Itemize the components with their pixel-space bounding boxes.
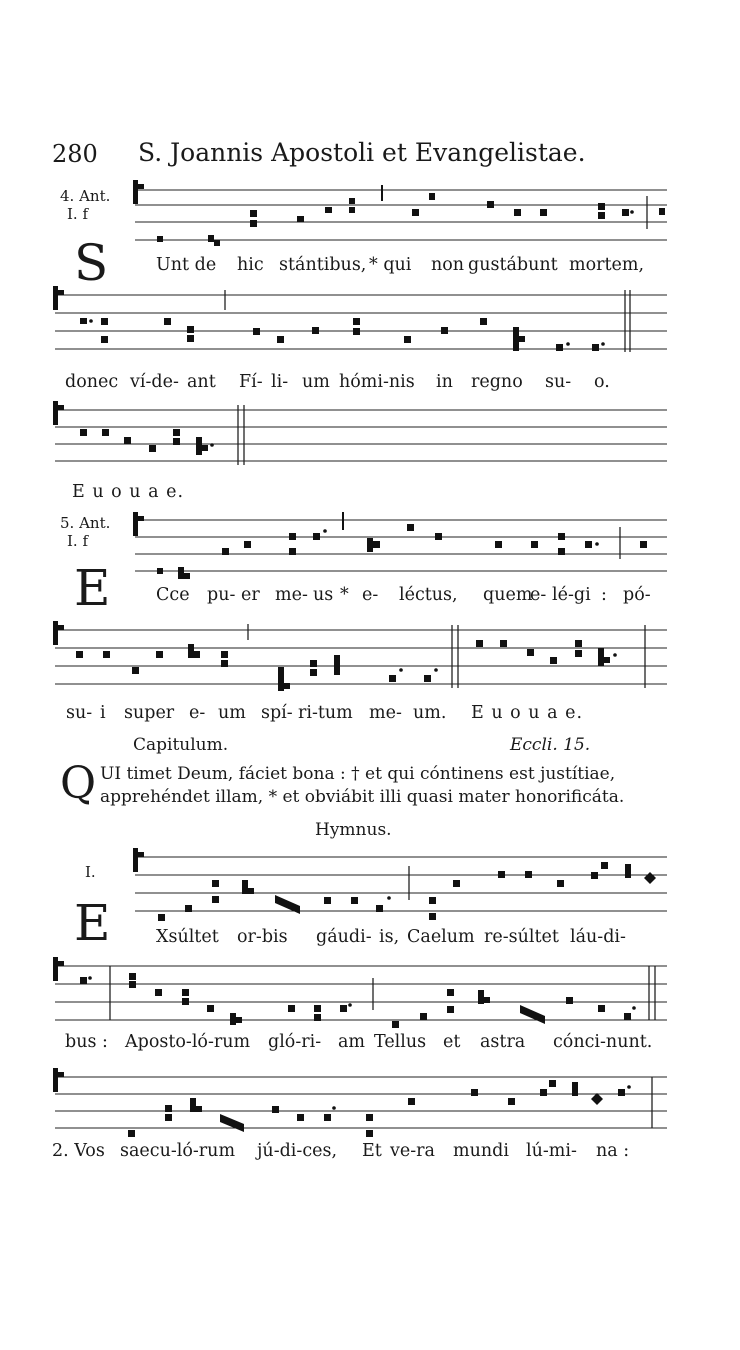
staff-lines bbox=[55, 966, 667, 1020]
lyric-syllable: re-súltet bbox=[484, 927, 559, 947]
neumes bbox=[133, 848, 656, 921]
antiphon-mode: I. f bbox=[67, 205, 89, 223]
lyric-syllable: super bbox=[124, 703, 175, 723]
lyric-syllable: spí- bbox=[261, 703, 293, 723]
capitulum-text-line: UI timet Deum, fáciet bona : † et qui cóntinens est justítiae, bbox=[100, 764, 616, 784]
lyric-syllable: me- bbox=[275, 585, 308, 605]
lyric-syllable: e- bbox=[189, 703, 206, 723]
lyric-syllable: Cce bbox=[156, 585, 190, 605]
initial-letter: Q bbox=[60, 758, 97, 809]
lyric-syllable: ri-tum bbox=[298, 703, 353, 723]
staff-lines bbox=[55, 295, 667, 349]
lyric-syllable: et bbox=[443, 1032, 461, 1052]
scripture-reference: Eccli. 15. bbox=[510, 735, 591, 755]
lyric-syllable: astra bbox=[480, 1032, 526, 1052]
lyric-syllable: Fí- bbox=[239, 372, 263, 392]
lyric-syllable: saecu-ló-rum bbox=[120, 1141, 236, 1161]
lyric-syllable: non bbox=[431, 255, 465, 275]
euouae-text: E u o u a e. bbox=[471, 703, 584, 723]
lyric-syllable: o. bbox=[594, 372, 610, 392]
page-number: 280 bbox=[52, 140, 98, 168]
staff-lines bbox=[135, 190, 667, 240]
lyric-syllable: stántibus, bbox=[279, 255, 367, 275]
lyric-syllable: um. bbox=[413, 703, 447, 723]
lyric-syllable: e- bbox=[530, 585, 547, 605]
lyric-syllable: in bbox=[436, 372, 453, 392]
lyric-syllable: regno bbox=[471, 372, 523, 392]
lyric-syllable: um bbox=[218, 703, 246, 723]
section-heading: Hymnus. bbox=[315, 820, 392, 840]
lyric-syllable: donec bbox=[65, 372, 119, 392]
lyric-syllable: Aposto-ló-rum bbox=[125, 1032, 251, 1052]
neumes bbox=[53, 401, 244, 465]
lyric-syllable: su- bbox=[66, 703, 93, 723]
lyric-syllable: e- bbox=[362, 585, 379, 605]
lyric-syllable: er bbox=[241, 585, 260, 605]
lyric-syllable: ví-de- bbox=[130, 372, 179, 392]
lyric-syllable: 2. Vos bbox=[52, 1141, 105, 1161]
lyric-syllable: na : bbox=[596, 1141, 630, 1161]
lyric-syllable: quem bbox=[483, 585, 533, 605]
lyric-syllable: gáudi- bbox=[316, 927, 372, 947]
neumes bbox=[133, 512, 647, 579]
lyric-syllable: su- bbox=[545, 372, 572, 392]
lyric-syllable: lé-gi bbox=[552, 585, 591, 605]
lyric-syllable: mortem, bbox=[569, 255, 645, 275]
lyric-syllable: ve-ra bbox=[390, 1141, 435, 1161]
lyric-syllable: bus : bbox=[65, 1032, 108, 1052]
lyric-syllable: am bbox=[338, 1032, 366, 1052]
initial-letter: E bbox=[74, 894, 111, 952]
lyric-syllable: cónci-nunt. bbox=[553, 1032, 653, 1052]
lyric-syllable: : bbox=[601, 585, 607, 605]
lyric-syllable: Caelum bbox=[407, 927, 475, 947]
neumes bbox=[53, 286, 630, 352]
section-heading: Capitulum. bbox=[133, 735, 229, 755]
lyric-syllable: * bbox=[340, 585, 349, 605]
neumes bbox=[53, 957, 655, 1028]
staff-lines bbox=[55, 410, 667, 461]
lyric-syllable: hic bbox=[237, 255, 264, 275]
verse-number: I. bbox=[85, 863, 96, 881]
running-title: S. Joannis Apostoli et Evangelistae. bbox=[138, 138, 586, 167]
lyric-syllable: lú-mi- bbox=[526, 1141, 577, 1161]
capitulum-text-line: apprehéndet illam, * et obviábit illi quasi mater honorificáta. bbox=[100, 787, 625, 807]
lyric-syllable: gustábunt bbox=[468, 255, 558, 275]
antiphon-label: 5. Ant. bbox=[60, 514, 111, 532]
lyric-syllable: Et bbox=[362, 1141, 382, 1161]
lyric-syllable: pó- bbox=[623, 585, 651, 605]
lyric-syllable: hómi-nis bbox=[339, 372, 415, 392]
lyric-syllable: jú-di-ces, bbox=[257, 1141, 338, 1161]
lyric-syllable: me- bbox=[369, 703, 402, 723]
lyric-syllable: léctus, bbox=[399, 585, 458, 605]
lyric-syllable: mundi bbox=[453, 1141, 509, 1161]
lyric-syllable: pu- bbox=[207, 585, 236, 605]
euouae-text: E u o u a e. bbox=[72, 482, 185, 502]
neumes bbox=[53, 621, 645, 691]
lyric-syllable: gló-ri- bbox=[268, 1032, 322, 1052]
lyric-syllable: ant bbox=[187, 372, 216, 392]
lyric-syllable: Unt de bbox=[156, 255, 217, 275]
lyric-syllable: is, bbox=[379, 927, 400, 947]
lyric-syllable: us bbox=[313, 585, 334, 605]
initial-letter: E bbox=[74, 559, 111, 617]
lyric-syllable: Xsúltet bbox=[156, 927, 219, 947]
lyric-syllable: um bbox=[302, 372, 330, 392]
lyric-syllable: i bbox=[100, 703, 106, 723]
lyric-syllable: or-bis bbox=[237, 927, 288, 947]
lyric-syllable: Tellus bbox=[374, 1032, 427, 1052]
antiphon-mode: I. f bbox=[67, 532, 89, 550]
neumes bbox=[53, 1068, 652, 1137]
antiphon-label: 4. Ant. bbox=[60, 187, 111, 205]
initial-letter: S bbox=[74, 234, 109, 292]
lyric-syllable: láu-di- bbox=[570, 927, 626, 947]
lyric-syllable: li- bbox=[271, 372, 289, 392]
lyric-syllable: * qui bbox=[369, 255, 412, 275]
